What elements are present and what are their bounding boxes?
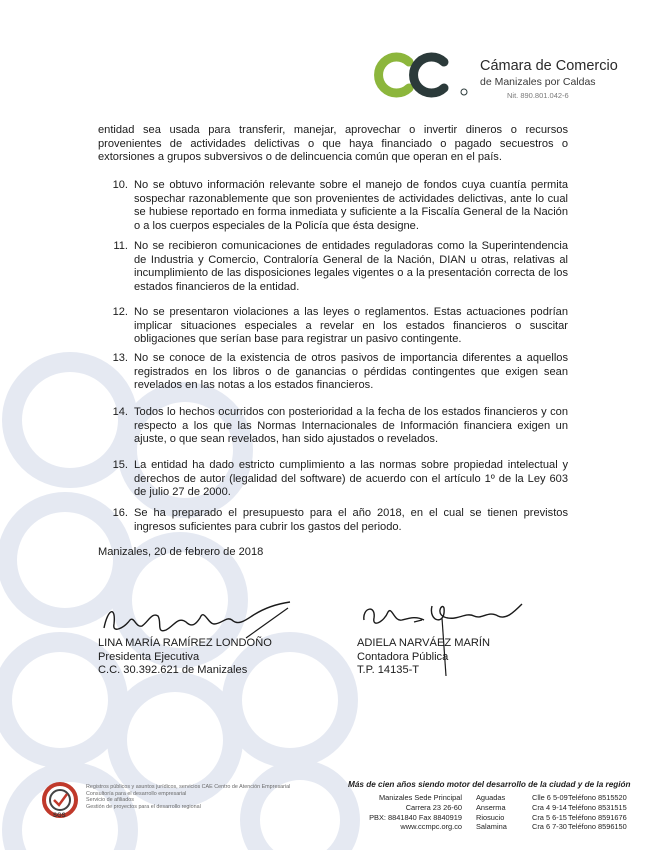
footer-service-line: Consultoría para el desarrollo empresarial [86, 790, 187, 797]
branch-phone: Teléfono 8596150 [568, 822, 627, 832]
list-item [98, 240, 568, 294]
branch-phones [568, 793, 627, 832]
branch-name: Aguadas [476, 793, 506, 802]
item-text: No se presentaron violaciones a las leyes o reglamentos. Estas actuaciones podrían implicar situaciones especiales a revelar en los estados financieros o suscitar obligaciones que serían base para registrar un pasivo contingente. [134, 306, 568, 346]
branch-name: Anserma [476, 802, 506, 812]
place-date: Manizales, 20 de febrero de 2018 [98, 546, 264, 558]
item-number: 14. [112, 406, 128, 418]
branch-name: Salamina [476, 822, 507, 832]
signatory-id: C.C. 30.392.621 de Manizales [98, 664, 248, 677]
item-text: Se ha preparado el presupuesto para el año 2018, en el cual se tienen previstos ingresos suficientes para cubrir los gastos del periodo. [134, 507, 568, 533]
footer-tagline: Más de cien años siendo motor del desarrollo de la ciudad y de la región [348, 780, 631, 789]
signatory-title: Contadora Pública [357, 650, 449, 663]
branch-addresses [532, 793, 568, 832]
list-item [98, 306, 568, 347]
list-item [98, 406, 568, 447]
branch-name: Riosucio [476, 812, 505, 822]
signatory-id: T.P. 14135-T [357, 664, 420, 677]
branch-address: Clle 6 5-09 [532, 793, 568, 802]
signature-right-icon [358, 598, 528, 678]
item-text: Todos lo hechos ocurridos con posterioridad a la fecha de los estados financieros y con respecto a los que las Normas Internacionales de Información financiera exigen un ajuste, o que sean revelados, han sido ajustados o revelados. [134, 406, 568, 446]
intro-paragraph [98, 124, 568, 165]
item-number: 13. [112, 352, 128, 364]
item-number: 16. [112, 507, 128, 519]
signatory-title: Presidenta Ejecutiva [98, 650, 200, 663]
office-location: Manizales Sede Principal [379, 793, 462, 802]
branch-names [476, 793, 507, 832]
item-text: No se obtuvo información relevante sobre el manejo de fondos cuya cuantía permita sospechar razonablemente que son provenientes de actividades delictivas, ante lo cual se hubiese reportado en forma inmediata y suficiente a la Fiscalía General de la Nación o a los cuerpos especiales de la Policía que ésta designe. [134, 179, 568, 232]
camara-logo-icon [372, 50, 472, 100]
item-text: La entidad ha dado estricto cumplimiento a las normas sobre propiedad intelectual y derechos de autor (legalidad del software) de acuerdo con el artículo 1º de la Ley 603 de julio 27 de 2000. [134, 459, 568, 499]
branch-address: Cra 4 9-14 [532, 802, 567, 812]
item-number: 10. [112, 179, 128, 191]
footer-services [86, 784, 290, 810]
signatory-name: ADIELA NARVÁEZ MARÍN [357, 637, 490, 649]
list-item [98, 352, 568, 393]
item-text: No se conoce de la existencia de otros pasivos de importancia diferentes a aquellos registrados en los libros o de ganancias o pérdidas contingentes que exigen sean revelados en las notas a los estados financieros. [134, 352, 568, 392]
branch-phone: Teléfono 8591676 [568, 812, 627, 822]
organization-city: de Manizales por Caldas [480, 76, 596, 88]
main-office [352, 793, 462, 832]
footer-service-line: Gestión de proyectos para el desarrollo regional [86, 803, 201, 810]
branch-phone: Teléfono 8531515 [568, 802, 627, 812]
signatory-name: LINA MARÍA RAMÍREZ LONDOÑO [98, 637, 272, 649]
branch-address: Cra 6 7-30 [532, 822, 567, 832]
office-address: Carrera 23 26-60 [405, 802, 462, 812]
certifier-label: SGS [53, 813, 66, 819]
list-item [98, 179, 568, 233]
organization-nit: Nit. 890.801.042-6 [507, 91, 569, 100]
organization-name: Cámara de Comercio [480, 58, 618, 74]
signature-left-icon [96, 598, 296, 648]
list-item [98, 507, 568, 534]
organization-header [480, 58, 618, 100]
branch-phone: Teléfono 8515520 [568, 793, 627, 802]
item-number: 12. [112, 306, 128, 318]
footer-service-line: Registros públicos y asuntos jurídicos, servicios CAE Centro de Atención Empresarial [86, 784, 291, 790]
item-text: No se recibieron comunicaciones de entidades reguladoras como la Superintendencia de Industria y Comercio, Contraloría General de la Nación, DIAN u otras, relativas al incumplimiento de las disposiciones legales vigentes o a la presentación correcta de los estados financieros de la entidad. [134, 240, 568, 293]
intro-text: entidad sea usada para transferir, manejar, aprovechar o invertir dineros o recursos provenientes de actividades delictivas o que haya financiado o pagado secuestros o extorsiones a grupos subversivos o de delincuencia común que operan en el país. [98, 124, 568, 164]
office-phone: PBX: 8841840 Fax 8840919 [369, 812, 462, 822]
footer-service-line: Servicio de afiliados [86, 797, 134, 804]
list-item [98, 459, 568, 500]
item-number: 11. [113, 240, 128, 252]
item-number: 15. [112, 459, 128, 471]
office-website: www.ccmpc.org.co [400, 822, 462, 832]
branch-address: Cra 5 6-15 [532, 812, 567, 822]
